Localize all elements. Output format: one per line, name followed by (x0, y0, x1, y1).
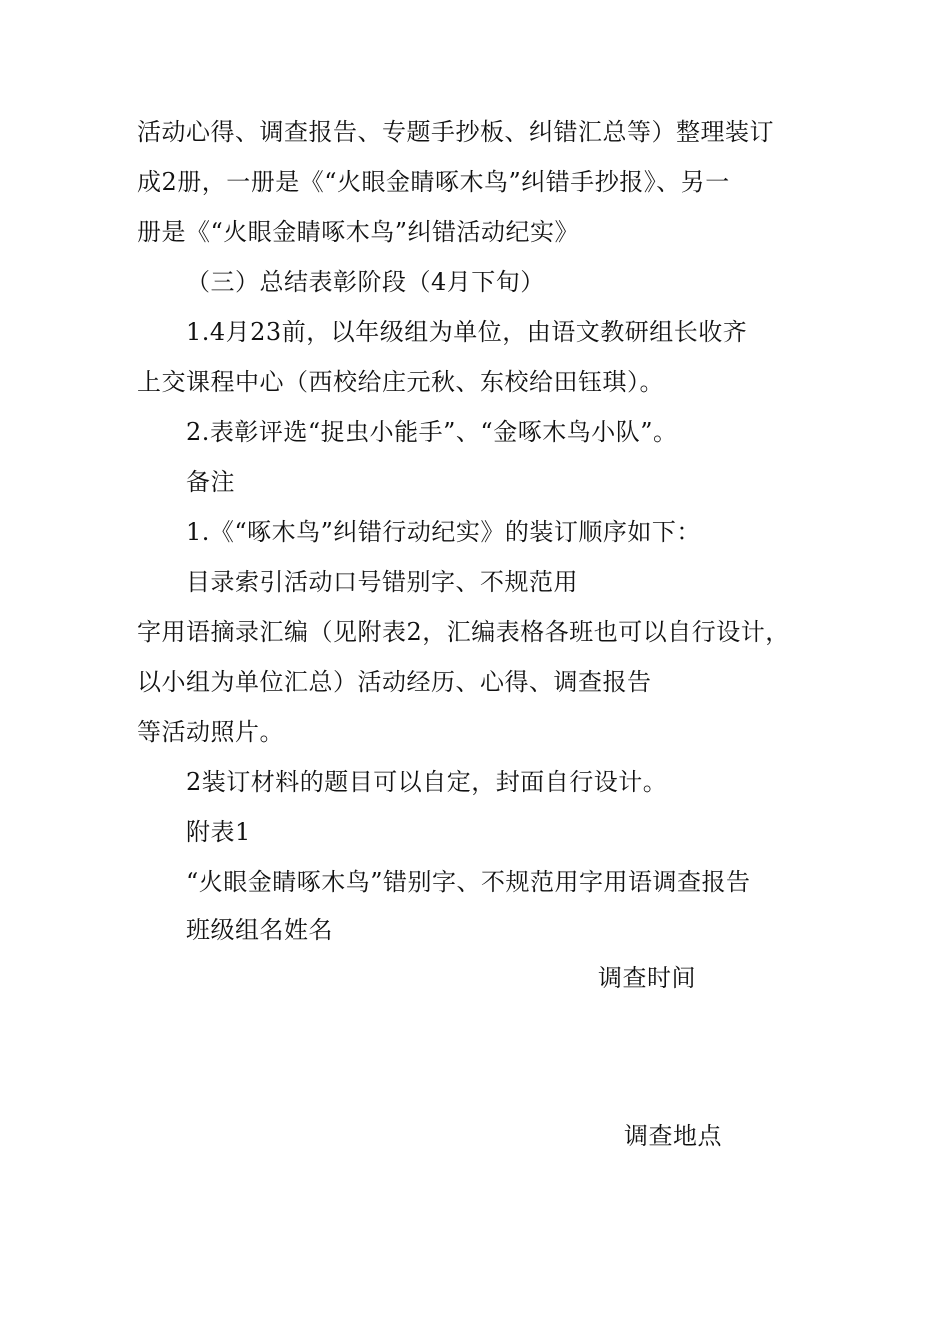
text-line: 上交课程中心（西校给庄元秋、东校给田钰琪）。 (137, 368, 664, 396)
notes-heading: 备注 (186, 468, 235, 496)
form-field-class-group-name: 班级组名姓名 (186, 916, 333, 944)
report-title: “火眼金睛啄木鸟”错别字、不规范用字用语调查报告 (186, 868, 751, 896)
text-line: 1.《“啄木鸟”纠错行动纪实》的装订顺序如下： (186, 518, 701, 546)
appendix-label: 附表1 (186, 818, 251, 846)
section-heading: （三）总结表彰阶段（4月下旬） (186, 268, 545, 296)
text-line: 以小组为单位汇总）活动经历、心得、调查报告 (137, 668, 652, 696)
text-line: 册是《“火眼金睛啄木鸟”纠错活动纪实》 (137, 218, 580, 246)
text-line: 活动心得、调查报告、专题手抄板、纠错汇总等）整理装订 (137, 118, 774, 146)
text-line: 2装订材料的题目可以自定，封面自行设计。 (186, 768, 668, 796)
text-line: 成2册，一册是《“火眼金睛啄木鸟”纠错手抄报》、另一 (137, 168, 730, 196)
text-line: 1.4月23前，以年级组为单位，由语文教研组长收齐 (186, 318, 748, 346)
text-line: 目录索引活动口号错别字、不规范用 (186, 568, 578, 596)
text-line: 2.表彰评选“捉虫小能手”、“金啄木鸟小队”。 (186, 418, 678, 446)
text-line: 等活动照片。 (137, 718, 284, 746)
text-line: 字用语摘录汇编（见附表2，汇编表格各班也可以自行设计， (137, 618, 790, 646)
form-field-survey-location: 调查地点 (624, 1122, 722, 1150)
form-field-survey-time: 调查时间 (598, 964, 696, 992)
